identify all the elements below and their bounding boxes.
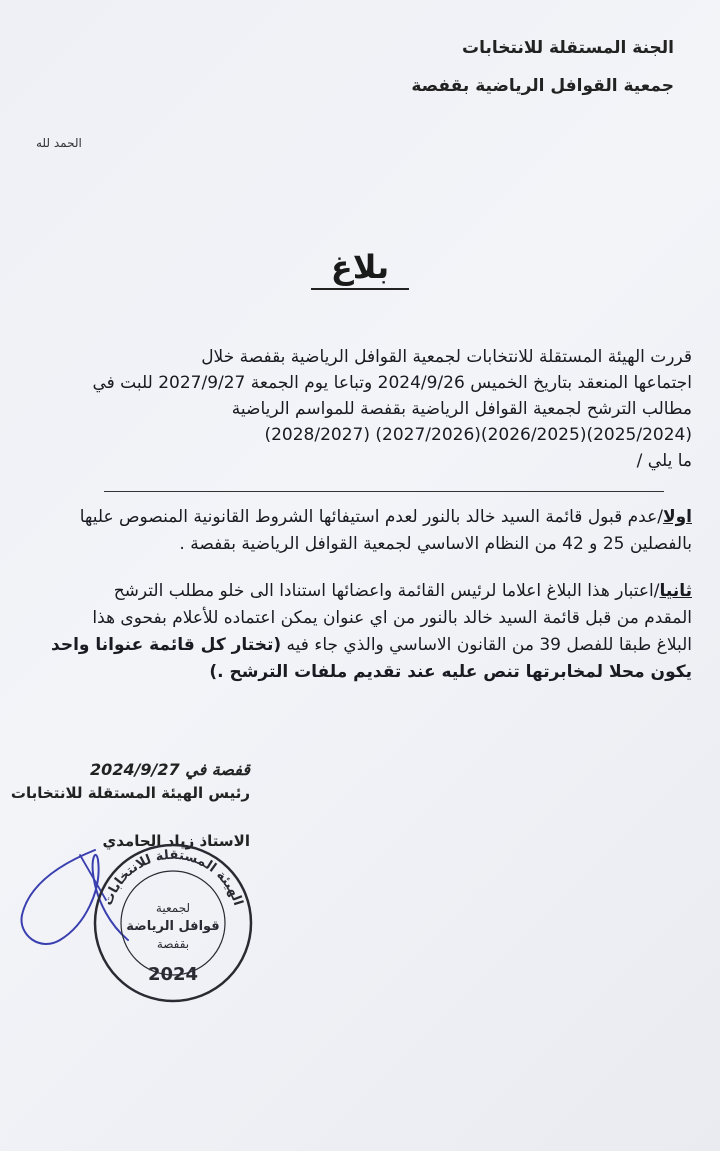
- header-committee: الجنة المستقلة للانتخابات: [462, 38, 674, 58]
- section-second-label: ثانيا: [659, 581, 692, 601]
- official-stamp: [88, 838, 258, 1008]
- intro-line: ما يلي /: [636, 451, 692, 471]
- intro-paragraph: [20, 344, 692, 474]
- signature-role: رئيس الهيئة المستقلة للانتخابات: [10, 784, 250, 802]
- intro-line: (2025/2024)(2026/2025)(2027/2026) (2028/2027): [264, 425, 692, 445]
- signature-name: الاستاذ زياد الحامدي: [102, 832, 250, 850]
- section-second-line: [20, 578, 692, 605]
- section-second-line: [20, 632, 692, 659]
- header-association: جمعية القوافل الرياضية بقفصة: [411, 76, 674, 96]
- section-second-quote-end: يكون محلا لمخابرتها تنص عليه عند تقديم ملفات الترشح .): [209, 662, 692, 682]
- section-second: [20, 578, 692, 686]
- stamp-year: 2024: [147, 964, 199, 985]
- stamp-line1: لجمعية: [155, 901, 191, 915]
- stamp-line2: قوافل الرياضة: [126, 919, 220, 934]
- intro-line: مطالب الترشح لجمعية القوافل الرياضية بقفصة للمواسم الرياضية: [231, 399, 692, 419]
- document-title-text: بلاغ: [311, 248, 409, 290]
- section-second-text: /اعتبار هذا البلاغ اعلاما لرئيس القائمة واعضائها استنادا الى خلو مطلب الترشح: [113, 581, 660, 601]
- section-first-label: اولا: [662, 507, 692, 527]
- stamp-line3: بقفصة: [156, 937, 190, 951]
- section-divider: [104, 491, 664, 492]
- section-second-quote: (تختار كل قائمة عنوانا واحد: [51, 635, 282, 655]
- section-first: [20, 504, 692, 558]
- section-first-text: /عدم قبول قائمة السيد خالد بالنور لعدم استيفائها الشروط القانونية المنصوص عليها: [79, 507, 663, 527]
- svg-text:الهيئة المستقلة للانتخابات: [101, 848, 246, 908]
- section-first-line: بالفصلين 25 و 42 من النظام الاساسي لجمعية القوافل الرياضية بقفصة .: [179, 534, 692, 554]
- intro-line: اجتماعها المنعقد بتاريخ الخميس 2024/9/26 وتباعا يوم الجمعة 2027/9/27 للبت في: [92, 373, 692, 393]
- document-title: [0, 248, 720, 290]
- section-second-line: المقدم من قبل قائمة السيد خالد بالنور من اي عنوان يمكن اعتماده للأعلام بفحوى هذا: [92, 608, 692, 628]
- signature-place-date: قفصة في 2024/9/27: [90, 760, 250, 779]
- intro-line: قررت الهيئة المستقلة للانتخابات لجمعية القوافل الرياضية بقفصة خلال: [201, 347, 692, 367]
- section-second-text: البلاغ طبقا للفصل 39 من القانون الاساسي والذي جاء فيه: [286, 635, 692, 655]
- stamp-ring-text: الهيئة المستقلة للانتخابات: [100, 847, 246, 908]
- section-first-line: [20, 504, 692, 531]
- bismillah: الحمد لله: [36, 136, 82, 150]
